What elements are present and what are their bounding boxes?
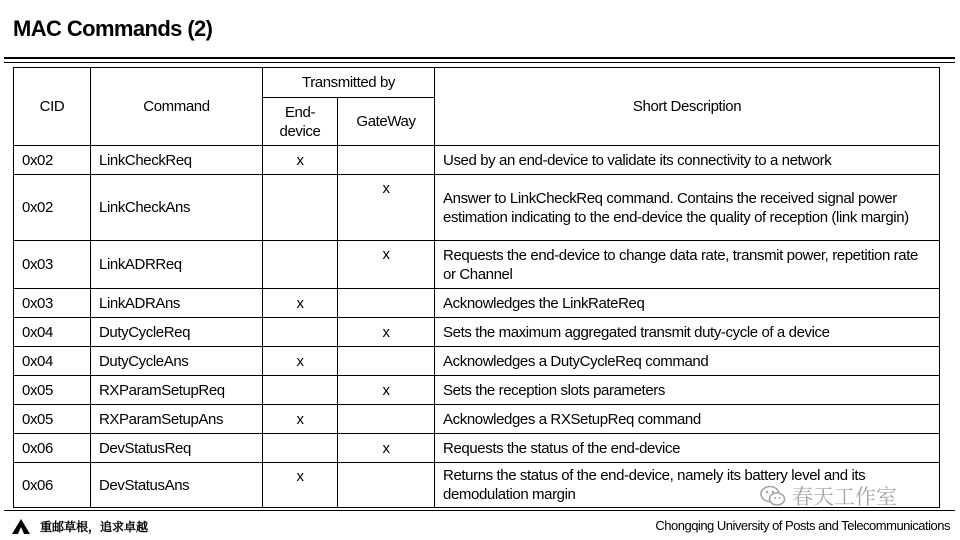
end-device-cell: x xyxy=(263,347,338,376)
gateway-cell: x xyxy=(338,376,435,405)
cid-cell: 0x05 xyxy=(14,405,91,434)
gateway-cell xyxy=(338,347,435,376)
command-cell: RXParamSetupAns xyxy=(91,405,263,434)
watermark xyxy=(760,481,897,511)
description-cell: Acknowledges a RXSetupReq command xyxy=(435,405,940,434)
table-row xyxy=(14,318,940,347)
watermark-text: 春天工作室 xyxy=(792,486,897,509)
end-device-cell xyxy=(263,434,338,463)
header-command: Command xyxy=(91,68,263,146)
mac-commands-table xyxy=(13,67,940,508)
footer-motto: 重邮草根，追求卓越 xyxy=(40,519,149,534)
cid-cell: 0x03 xyxy=(14,241,91,289)
footer-rule xyxy=(4,510,955,511)
header-transmitted-by: Transmitted by xyxy=(263,68,435,98)
command-cell: LinkCheckReq xyxy=(91,146,263,175)
table-row xyxy=(14,289,940,318)
cid-cell: 0x06 xyxy=(14,434,91,463)
description-cell: Requests the status of the end-device xyxy=(435,434,940,463)
table-row xyxy=(14,434,940,463)
command-cell: LinkADRAns xyxy=(91,289,263,318)
gateway-cell: x xyxy=(338,175,435,241)
description-cell: Acknowledges a DutyCycleReq command xyxy=(435,347,940,376)
command-cell: DevStatusAns xyxy=(91,463,263,508)
description-cell: Answer to LinkCheckReq command. Contains the received signal power estimation indicating to the end-device the quality of reception (link margin) xyxy=(435,175,940,241)
command-cell: DutyCycleReq xyxy=(91,318,263,347)
cid-cell: 0x06 xyxy=(14,463,91,508)
command-cell: DutyCycleAns xyxy=(91,347,263,376)
header-cid: CID xyxy=(14,68,91,146)
footer-university: Chongqing University of Posts and Telecommunications xyxy=(655,518,950,533)
header-short-description: Short Description xyxy=(435,68,940,146)
description-cell: Sets the reception slots parameters xyxy=(435,376,940,405)
wechat-icon xyxy=(760,485,786,507)
end-device-cell: x xyxy=(263,146,338,175)
command-cell: DevStatusReq xyxy=(91,434,263,463)
gateway-cell: x xyxy=(338,318,435,347)
command-cell: LinkCheckAns xyxy=(91,175,263,241)
cid-cell: 0x03 xyxy=(14,289,91,318)
gateway-cell xyxy=(338,463,435,508)
gateway-cell: x xyxy=(338,434,435,463)
header-end-device: End-device xyxy=(263,98,338,146)
gateway-cell xyxy=(338,146,435,175)
header-gateway: GateWay xyxy=(338,98,435,146)
description-cell: Requests the end-device to change data rate, transmit power, repetition rate or Channel xyxy=(435,241,940,289)
end-device-cell xyxy=(263,318,338,347)
gateway-cell xyxy=(338,289,435,318)
table-row xyxy=(14,347,940,376)
end-device-cell xyxy=(263,376,338,405)
slide-title: MAC Commands (2) xyxy=(13,16,213,41)
description-cell: Returns the status of the end-device, namely its battery level and its demodulation margin xyxy=(435,463,940,508)
table-row xyxy=(14,241,940,289)
table-row xyxy=(14,405,940,434)
table-row xyxy=(14,175,940,241)
cid-cell: 0x04 xyxy=(14,318,91,347)
title-rule-thick xyxy=(4,57,955,59)
end-device-cell: x xyxy=(263,405,338,434)
cid-cell: 0x05 xyxy=(14,376,91,405)
university-logo-icon xyxy=(10,517,32,535)
table-row xyxy=(14,376,940,405)
table-row xyxy=(14,146,940,175)
footer-left xyxy=(10,517,148,535)
end-device-cell xyxy=(263,241,338,289)
cid-cell: 0x02 xyxy=(14,146,91,175)
end-device-cell: x xyxy=(263,289,338,318)
gateway-cell: x xyxy=(338,241,435,289)
end-device-cell xyxy=(263,175,338,241)
description-cell: Used by an end-device to validate its connectivity to a network xyxy=(435,146,940,175)
cid-cell: 0x04 xyxy=(14,347,91,376)
description-cell: Sets the maximum aggregated transmit duty-cycle of a device xyxy=(435,318,940,347)
gateway-cell xyxy=(338,405,435,434)
command-cell: LinkADRReq xyxy=(91,241,263,289)
title-rule-thin xyxy=(4,62,955,63)
cid-cell: 0x02 xyxy=(14,175,91,241)
description-cell: Acknowledges the LinkRateReq xyxy=(435,289,940,318)
end-device-cell: x xyxy=(263,463,338,508)
command-cell: RXParamSetupReq xyxy=(91,376,263,405)
